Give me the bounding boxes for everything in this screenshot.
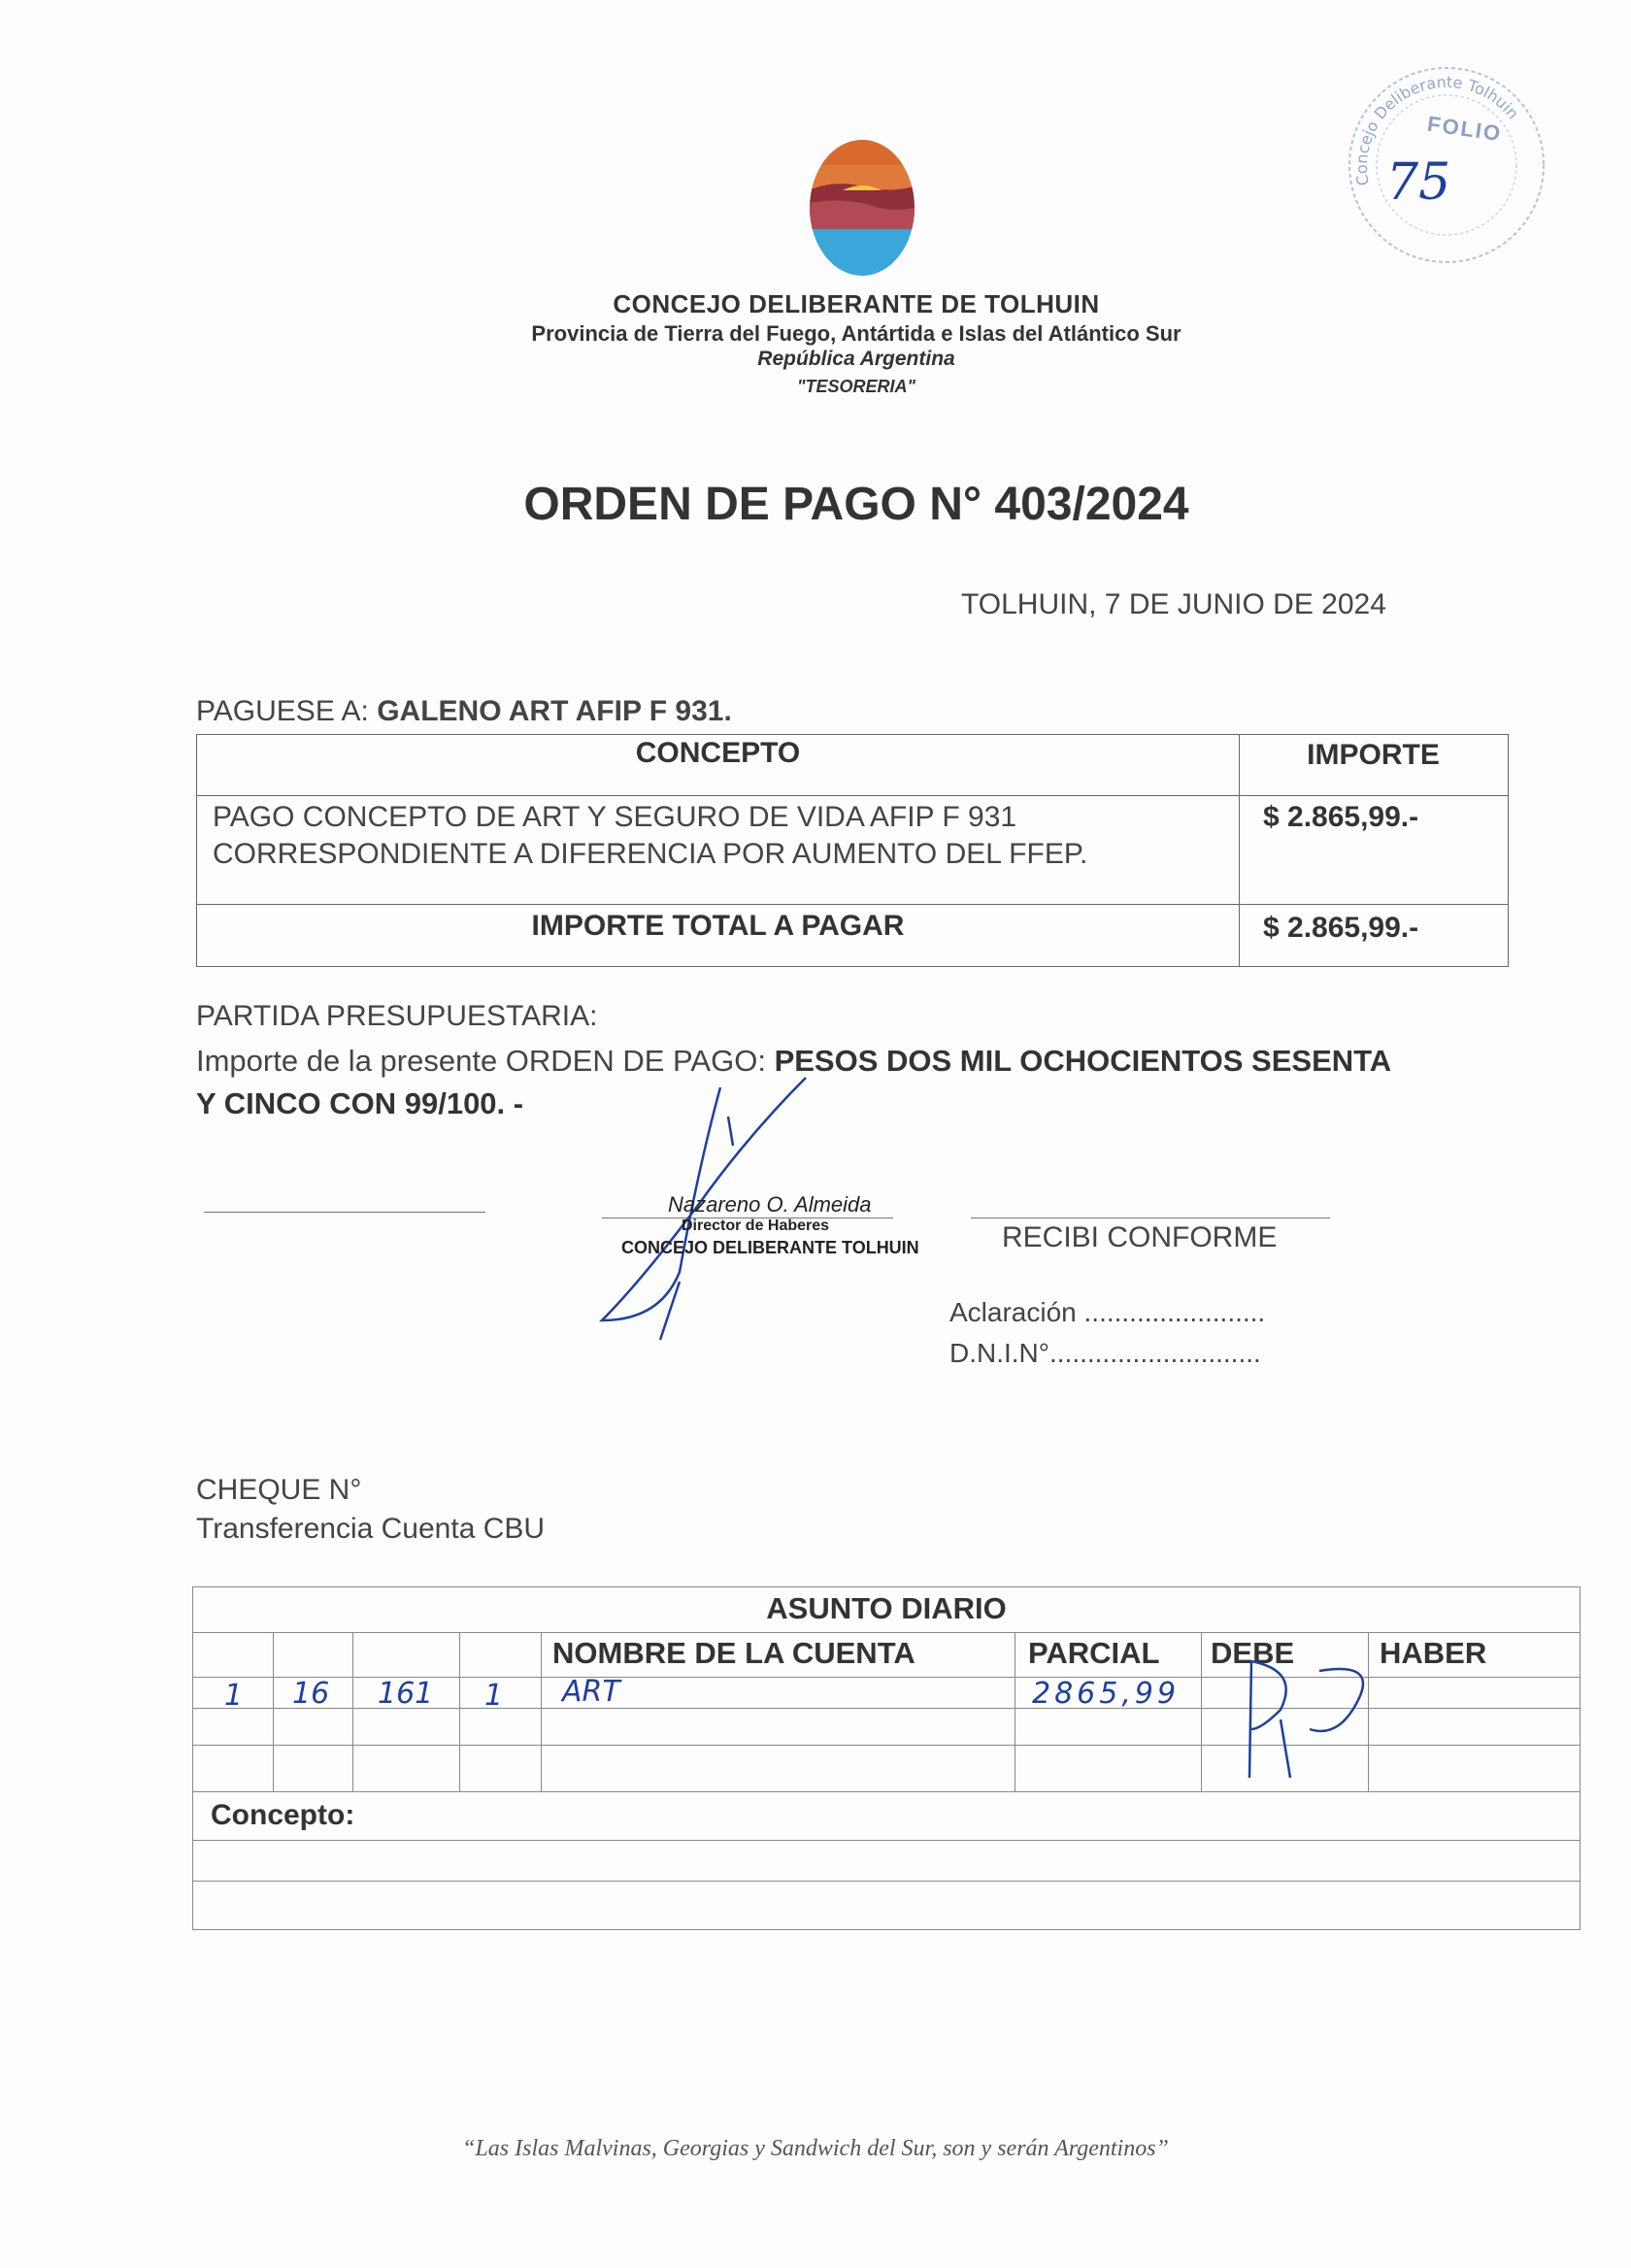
credit-header: HABER — [1380, 1636, 1487, 1670]
debit-header: DEBE — [1211, 1636, 1295, 1670]
total-amount: $ 2.865,99.- — [1263, 912, 1419, 944]
concejo-logo — [804, 136, 920, 280]
hw-code-4: 1 — [484, 1679, 504, 1713]
transfer-cbu: Transferencia Cuenta CBU — [196, 1513, 546, 1545]
hw-code-2: 16 — [292, 1677, 330, 1711]
row-amount: $ 2.865,99.- — [1263, 801, 1419, 833]
partial-header: PARCIAL — [1028, 1636, 1160, 1670]
signer-name: Nazareno O. Almeida — [668, 1192, 872, 1217]
date-line: TOLHUIN, 7 DE JUNIO DE 2024 — [961, 588, 1386, 620]
concept-line-2: CORRESPONDIENTE A DIFERENCIA POR AUMENTO DEL FFEP. — [213, 838, 1088, 870]
asunto-diario-table — [192, 1586, 1581, 1930]
stamp-ring-text: Concejo Deliberante Tolhuin — [1351, 72, 1523, 187]
total-label: IMPORTE TOTAL A PAGAR — [531, 910, 905, 942]
stamp-folio-label: FOLIO — [1425, 111, 1504, 147]
account-name-header: NOMBRE DE LA CUENTA — [552, 1636, 915, 1670]
signer-role: Director de Haberes — [682, 1217, 830, 1234]
partida-presupuestaria: PARTIDA PRESUPUESTARIA: — [196, 1000, 598, 1032]
concept-header: CONCEPTO — [635, 737, 801, 769]
hw-partial: 2865,99 — [1032, 1677, 1181, 1711]
amount-header: IMPORTE — [1307, 739, 1440, 771]
pay-to-value: GALENO ART AFIP F 931. — [377, 695, 732, 727]
footer-quote: “Las Islas Malvinas, Georgias y Sandwich del Sur, son y serán Argentinos” — [462, 2136, 1169, 2161]
handwritten-initials — [1213, 1642, 1387, 1787]
signature-line-left — [204, 1212, 485, 1213]
department-line: "TESORERIA" — [796, 377, 916, 396]
org-name: CONCEJO DELIBERANTE DE TOLHUIN — [613, 289, 1100, 318]
importe-words-1: PESOS DOS MIL OCHOCIENTOS SESENTA — [774, 1044, 1392, 1078]
importe-words-2: Y CINCO CON 99/100. - — [196, 1086, 524, 1120]
signer-org: CONCEJO DELIBERANTE TOLHUIN — [621, 1238, 919, 1257]
concepto-label: Concepto: — [211, 1799, 355, 1831]
province-line: Provincia de Tierra del Fuego, Antártida e Islas del Atlántico Sur — [531, 321, 1182, 346]
pay-to — [196, 695, 732, 728]
payment-table — [196, 734, 1509, 967]
importe-text — [196, 1040, 1526, 1125]
asunto-diario-title: ASUNTO DIARIO — [766, 1591, 1007, 1625]
pay-to-label: PAGUESE A: — [196, 695, 369, 727]
hw-account: ART — [562, 1675, 620, 1709]
importe-prefix: Importe de la presente ORDEN DE PAGO: — [196, 1044, 766, 1078]
signature-line-right — [971, 1217, 1330, 1218]
hw-code-3: 161 — [378, 1677, 434, 1711]
concept-line-1: PAGO CONCEPTO DE ART Y SEGURO DE VIDA AFIP F 931 — [213, 801, 1017, 833]
stamp-folio-number: 75 — [1386, 153, 1451, 212]
cheque-number: CHEQUE N° — [196, 1474, 362, 1506]
recibi-conforme: RECIBI CONFORME — [1002, 1221, 1278, 1253]
document-title: ORDEN DE PAGO N° 403/2024 — [523, 479, 1189, 530]
hw-code-1: 1 — [224, 1679, 244, 1713]
aclaracion-field: Aclaración ........................ — [949, 1297, 1266, 1327]
republic-line: República Argentina — [757, 348, 955, 370]
dni-field: D.N.I.N°............................ — [949, 1338, 1261, 1368]
